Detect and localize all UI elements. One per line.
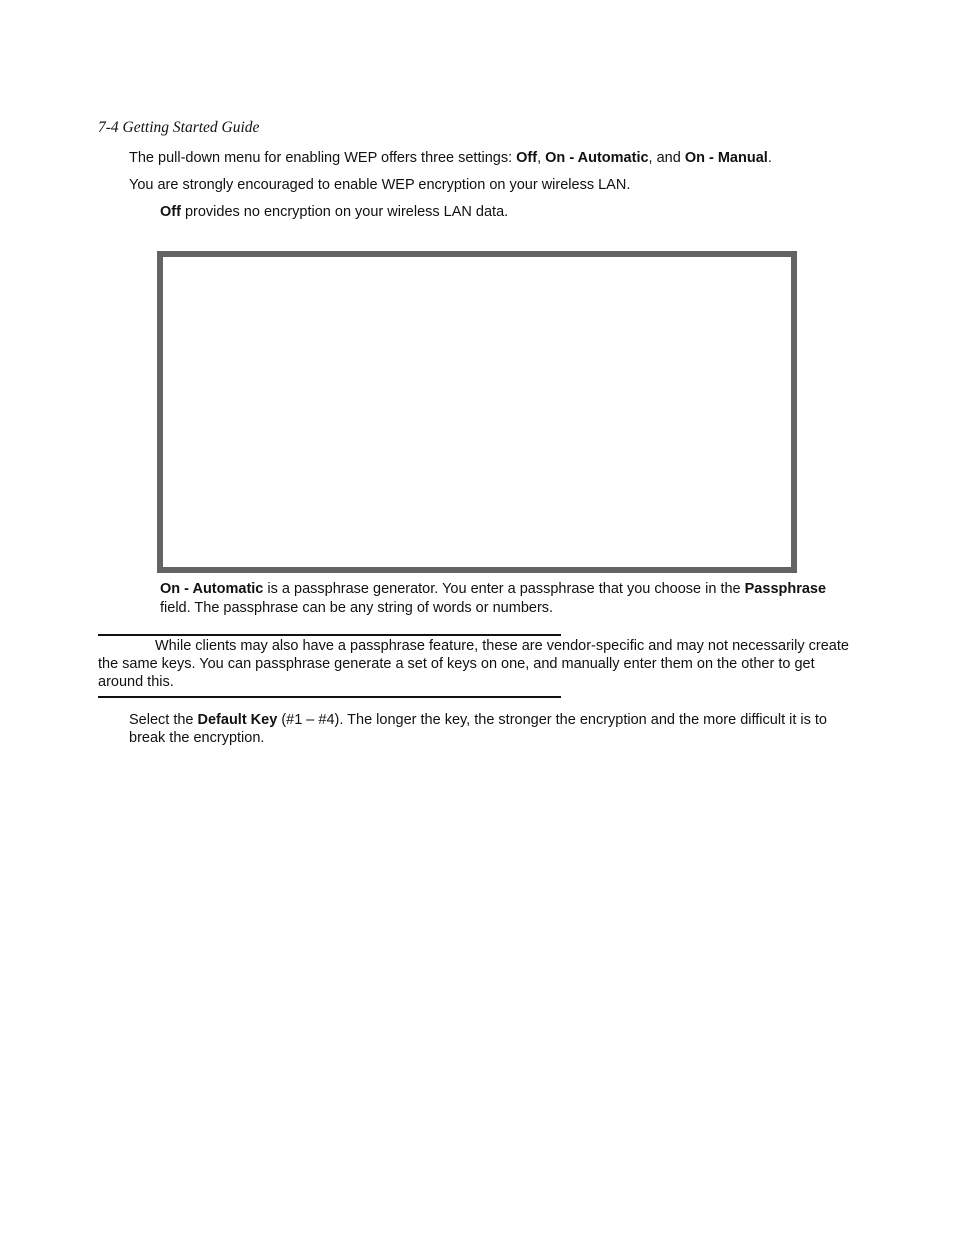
note-top-rule bbox=[98, 634, 561, 636]
separator: , and bbox=[648, 150, 685, 166]
off-text: provides no encryption on your wireless LAN data. bbox=[180, 204, 509, 220]
intro-text: The pull-down menu for enabling WEP offers three settings: bbox=[129, 150, 517, 166]
on-automatic-term: On - Automatic bbox=[160, 581, 264, 597]
page-header: 7-4 Getting Started Guide bbox=[98, 119, 260, 136]
on-automatic-text: is a passphrase generator. You enter a passphrase that you choose in the bbox=[263, 581, 745, 597]
encouragement-paragraph: You are strongly encouraged to enable WEP encryption on your wireless LAN. bbox=[129, 177, 631, 193]
default-key-paragraph bbox=[129, 711, 859, 747]
option-off: Off bbox=[516, 150, 538, 166]
separator: , bbox=[537, 150, 546, 166]
default-key-pre: Select the bbox=[129, 712, 198, 728]
period: . bbox=[767, 150, 772, 166]
note-text: While clients may also have a passphrase feature, these are vendor-specific and may not necessarily create the same keys. You can passphrase generate a set of keys on one, and manually enter them on the other to get around this. bbox=[98, 638, 849, 690]
note-bottom-rule bbox=[98, 696, 561, 698]
note-block bbox=[98, 637, 858, 691]
on-automatic-description bbox=[160, 580, 860, 618]
passphrase-field-term: Passphrase bbox=[744, 581, 827, 597]
off-term: Off bbox=[160, 204, 181, 220]
default-key-text: (#1 – #4). The longer the key, the stronger the encryption and the more difficult it is to break the encryption. bbox=[129, 712, 827, 746]
default-key-term: Default Key bbox=[197, 712, 278, 728]
option-on-automatic: On - Automatic bbox=[545, 150, 649, 166]
intro-paragraph bbox=[129, 149, 772, 167]
off-description bbox=[160, 203, 508, 221]
screenshot-figure-frame bbox=[157, 251, 797, 573]
on-automatic-text-end: field. The passphrase can be any string of words or numbers. bbox=[160, 600, 554, 616]
option-on-manual: On - Manual bbox=[684, 150, 768, 166]
